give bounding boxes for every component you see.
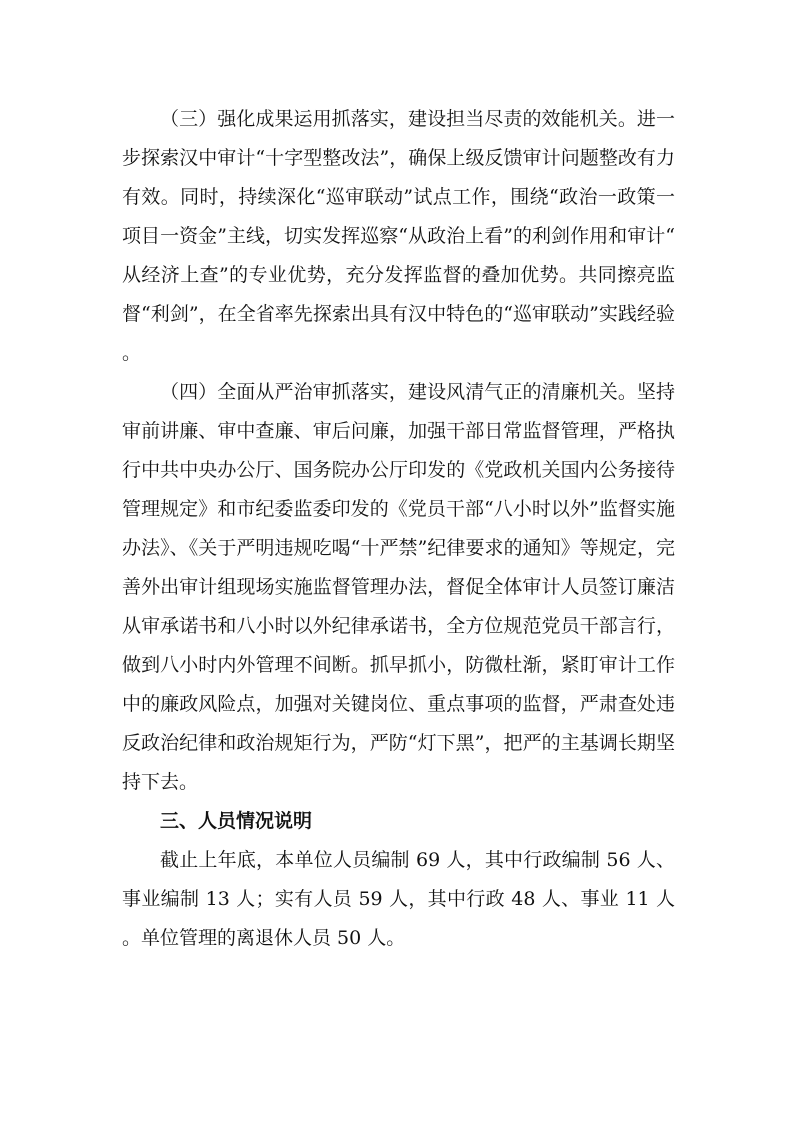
section-heading-staff: 三、人员情况说明: [160, 810, 313, 832]
document-body: [122, 100, 675, 958]
paragraph-clean-organ: （四）全面从严治审抓落实，建设风清气正的清廉机关。坚持审前讲廉、审中查廉、审后问廉，加强干部日常监督管理，严格执行中共中央办公厅、国务院办公厅印发的《党政机关国内公务接待管理规定》和市纪委监委印发的《党员干部“八小时以外”监督实施办法》、《关于严明违规吃喝“十严禁”纪律要求的通知》等规定，完善外出审计组现场实施监督管理办法，督促全体审计人员签订廉洁从审承诺书和八小时以外纪律承诺书，全方位规范党员干部言行，做到八小时内外管理不间断。抓早抓小，防微杜渐，紧盯审计工作中的廉政风险点，加强对关键岗位、重点事项的监督，严肃查处违反政治纪律和政治规矩行为，严防“灯下黑”，把严的主基调长期坚持下去。: [122, 381, 675, 793]
paragraph-efficiency-organ: （三）强化成果运用抓落实，建设担当尽责的效能机关。进一步探索汉中审计“十字型整改法”，确保上级反馈审计问题整改有力有效。同时，持续深化“巡审联动”试点工作，围绕“政治一政策一项目一资金”主线，切实发挥巡察“从政治上看”的利剑作用和审计“从经济上查”的专业优势，充分发挥监督的叠加优势。共同擦亮监督“利剑”，在全省率先探索出具有汉中特色的“巡审联动”实践经验。: [122, 108, 675, 364]
paragraph-staff-info: 截止上年底，本单位人员编制 69 人，其中行政编制 56 人、事业编制 13 人；实有人员 59 人，其中行政 48 人、事业 11 人。单位管理的离退休人员 50 人。: [122, 849, 675, 949]
